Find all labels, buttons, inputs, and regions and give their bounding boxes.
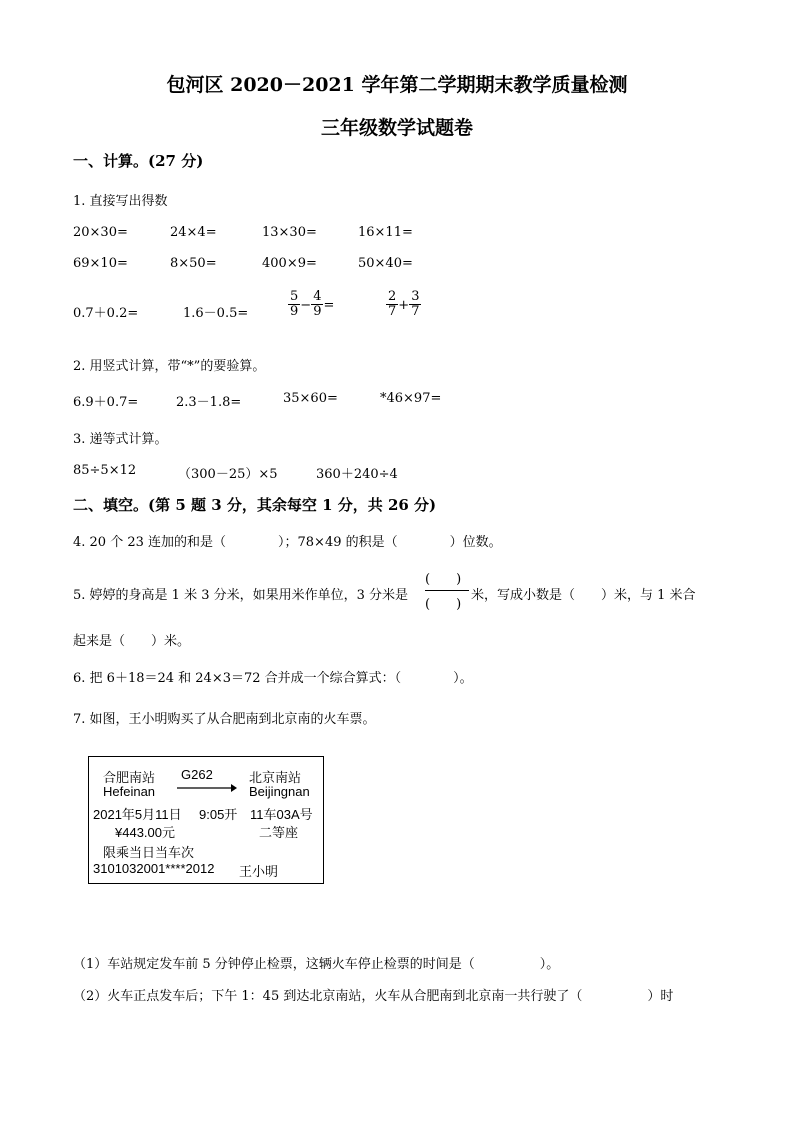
numerator: 2 bbox=[388, 289, 397, 304]
q5-text-part2: 米，写成小数是（ ）米，与 1 米合 bbox=[471, 588, 696, 603]
q7-sub2: （2）火车正点发车后；下午 1：45 到达北京南站，火车从合肥南到北京南一共行驶了（ ）时 bbox=[73, 989, 674, 1004]
q3-item-2: （300－25）×5 bbox=[178, 467, 278, 482]
fraction bbox=[386, 290, 398, 319]
q7-sub1: （1）车站规定发车前 5 分钟停止检票，这辆火车停止检票的时间是（ ）。 bbox=[73, 957, 560, 972]
ticket-train-number: G262 bbox=[181, 767, 213, 782]
operator: − bbox=[300, 298, 312, 313]
q4-text: 4. 20 个 23 连加的和是（ ）；78×49 的积是（ ）位数。 bbox=[73, 535, 502, 550]
q1-fraction-expr-1 bbox=[288, 290, 334, 319]
denominator: 7 bbox=[411, 304, 420, 319]
q3-label: 3. 递等式计算。 bbox=[73, 432, 168, 447]
q1-r2-c1: 69×10= bbox=[73, 256, 128, 271]
denominator: 9 bbox=[290, 304, 299, 319]
q2-item-1: 6.9＋0.7= bbox=[73, 395, 139, 410]
q5-blank-denominator: ( ) bbox=[425, 597, 462, 612]
ticket-price: ¥443.00元 bbox=[115, 825, 175, 840]
numerator: 5 bbox=[290, 289, 299, 304]
q5-text-part1: 5. 婷婷的身高是 1 米 3 分米，如果用米作单位，3 分米是 bbox=[73, 588, 409, 603]
ticket-to-cn: 北京南站 bbox=[249, 770, 302, 785]
q1-fraction-expr-2 bbox=[386, 290, 421, 319]
q5-blank-numerator: ( ) bbox=[425, 572, 462, 587]
q3-item-3: 360＋240÷4 bbox=[316, 467, 398, 482]
numerator: 3 bbox=[411, 289, 420, 304]
q1-r2-c3: 400×9= bbox=[262, 256, 317, 271]
ticket-date: 2021年5月11日 bbox=[93, 807, 182, 822]
ticket-from-cn: 合肥南站 bbox=[103, 770, 156, 785]
arrow-icon bbox=[175, 783, 237, 793]
q1-label: 1. 直接写出得数 bbox=[73, 194, 168, 209]
q5-text-part3: 起来是（ ）米。 bbox=[73, 634, 191, 649]
q3-item-1: 85÷5×12 bbox=[73, 463, 137, 478]
operator: + bbox=[398, 298, 410, 313]
fraction-bar bbox=[425, 590, 469, 591]
denominator: 9 bbox=[313, 304, 322, 319]
q1-r2-c4: 50×40= bbox=[358, 256, 413, 271]
q1-r2-c2: 8×50= bbox=[170, 256, 217, 271]
fraction bbox=[311, 290, 323, 319]
ticket-note: 限乘当日当车次 bbox=[103, 845, 195, 860]
train-ticket bbox=[88, 756, 324, 884]
ticket-seat: 11车03A号 bbox=[250, 807, 313, 822]
q1-r1-c1: 20×30= bbox=[73, 225, 128, 240]
q2-item-4: *46×97= bbox=[380, 391, 442, 406]
q2-label: 2. 用竖式计算，带“*”的要验算。 bbox=[73, 359, 266, 374]
ticket-to-en: Beijingnan bbox=[249, 784, 310, 799]
q1-r1-c3: 13×30= bbox=[262, 225, 317, 240]
ticket-name: 王小明 bbox=[239, 864, 279, 879]
q2-item-2: 2.3－1.8= bbox=[176, 395, 242, 410]
q5-blank-fraction[interactable] bbox=[425, 568, 469, 614]
ticket-from-en: Hefeinan bbox=[103, 784, 156, 799]
q1-r1-c2: 24×4= bbox=[170, 225, 217, 240]
page-title: 包河区 2020－2021 学年第二学期期末教学质量检测 bbox=[166, 74, 628, 96]
q1-r3-c2: 1.6－0.5= bbox=[183, 306, 249, 321]
numerator: 4 bbox=[313, 289, 322, 304]
ticket-time: 9:05开 bbox=[199, 807, 238, 822]
fraction bbox=[409, 290, 421, 319]
q6-text: 6. 把 6＋18＝24 和 24×3＝72 合并成一个综合算式：（ ）。 bbox=[73, 671, 473, 686]
q1-r3-c1: 0.7＋0.2= bbox=[73, 306, 139, 321]
page-subtitle: 三年级数学试题卷 bbox=[320, 117, 473, 139]
q1-r1-c4: 16×11= bbox=[358, 225, 413, 240]
fraction bbox=[288, 290, 300, 319]
section2-heading: 二、填空。(第 5 题 3 分，其余每空 1 分，共 26 分) bbox=[73, 496, 437, 514]
q7-text: 7. 如图，王小明购买了从合肥南到北京南的火车票。 bbox=[73, 712, 376, 727]
ticket-class: 二等座 bbox=[259, 825, 299, 840]
ticket-id: 3101032001****2012 bbox=[93, 861, 215, 876]
q2-item-3: 35×60= bbox=[283, 391, 338, 406]
equals: = bbox=[323, 298, 335, 313]
section1-heading: 一、计算。(27 分) bbox=[73, 152, 204, 170]
denominator: 7 bbox=[388, 304, 397, 319]
